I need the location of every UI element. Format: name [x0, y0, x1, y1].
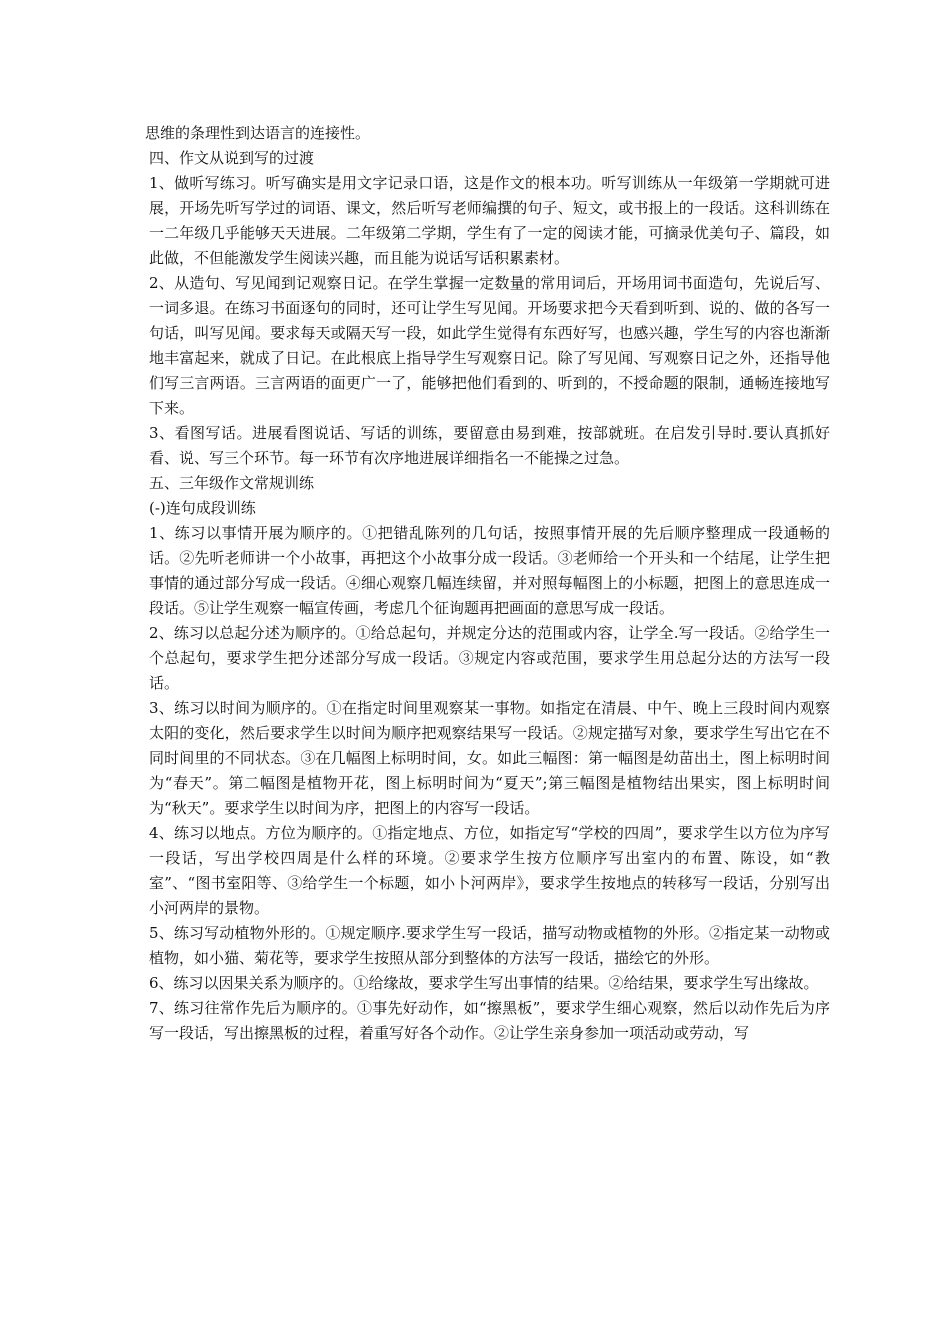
- paragraph-appearance: 5、练习写动植物外形的。①规定顺序.要求学生写一段话，描写动物或植物的外形。②指定某一动物或植物，如小猫、菊花等，要求学生按照从部分到整体的方法写一段话，描绘它的外形。: [149, 924, 830, 967]
- paragraph-action-order: 7、练习往常作先后为顺序的。①事先好动作，如“擦黑板”，要求学生细心观察，然后以动作先后为序写一段话，写出擦黑板的过程，着重写好各个动作。②让学生亲身参加一项活动或劳动，写: [149, 999, 830, 1042]
- section-heading-five: 五、三年级作文常规训练: [149, 474, 315, 492]
- paragraph-continuation: 思维的条理性到达语言的连接性。: [145, 124, 371, 142]
- paragraph-dictation: 1、做听写练习。听写确实是用文字记录口语，这是作文的根本功。听写训练从一年级第一学期就可进展，开场先听写学过的词语、课文，然后听写老师编撰的句子、短文，或书报上的一段话。这科训练在一二年级几乎能够天天进展。二年级第二学期，学生有了一定的阅读才能，可摘录优美句子、篇段，如此做，不但能激发学生阅读兴趣，而且能为说话写话积累素材。: [149, 174, 830, 267]
- subsection-heading: (-)连句成段训练: [149, 499, 256, 517]
- paragraph-picture-writing: 3、看图写话。进展看图说话、写话的训练，要留意由易到难，按部就班。在启发引导时.要认真抓好看、说、写三个环节。每一环节有次序地进展详细指名一不能操之过急。: [149, 424, 830, 467]
- document-body: [145, 121, 830, 1046]
- paragraph-event-order: 1、练习以事情开展为顺序的。①把错乱陈列的几句话，按照事情开展的先后顺序整理成一段通畅的话。②先听老师讲一个小故事，再把这个小故事分成一段话。③老师给一个开头和一个结尾，让学生把事情的通过部分写成一段话。④细心观察几幅连续留，并对照每幅图上的小标题，把图上的意思连成一段话。⑤让学生观察一幅宣传画，考虑几个征询题再把画面的意思写成一段话。: [149, 524, 830, 617]
- paragraph-time-order: 3、练习以时间为顺序的。①在指定时间里观察某一事物。如指定在清晨、中午、晚上三段时间内观察太阳的变化，然后要求学生以时间为顺序把观察结果写一段话。②规定描写对象，要求学生写出它在不同时间里的不同状态。③在几幅图上标明时间，女。如此三幅图：第一幅图是幼苗出土，图上标明时间为“春天”。第二幅图是植物开花，图上标明时间为“夏天”;第三幅图是植物结出果实，图上标明时间为“秋天”。要求学生以时间为序，把图上的内容写一段话。: [149, 699, 830, 817]
- paragraph-general-specific: 2、练习以总起分述为顺序的。①给总起句，并规定分达的范围或内容，让学全.写一段话。②给学生一个总起句，要求学生把分述部分写成一段话。③规定内容或范围，要求学生用总起分达的方法写一段话。: [149, 624, 830, 692]
- paragraph-cause-effect: 6、练习以因果关系为顺序的。①给缘故，要求学生写出事情的结果。②给结果，要求学生写出缘故。: [149, 974, 819, 992]
- section-heading-four: 四、作文从说到写的过渡: [149, 149, 315, 167]
- paragraph-location-order: 4、练习以地点。方位为顺序的。①指定地点、方位，如指定写“学校的四周”，要求学生以方位为序写一段话，写出学校四周是什么样的环境。②要求学生按方位顺序写出室内的布置、陈设，如“教室”、“图书室阳等、③给学生一个标题，如小卜河两岸》，要求学生按地点的转移写一段话，分别写出小河两岸的景物。: [149, 824, 830, 917]
- paragraph-observation-diary: 2、从造句、写见闻到记观察日记。在学生掌握一定数量的常用词后，开场用词书面造句，先说后写、一词多退。在练习书面逐句的同时，还可让学生写见闻。开场要求把今天看到听到、说的、做的各写一句话，叫写见闻。要求每天或隔天写一段，如此学生觉得有东西好写，也感兴趣，学生写的内容也渐渐地丰富起来，就成了日记。在此根底上指导学生写观察日记。除了写见闻、写观察日记之外，还指导他们写三言两语。三言两语的面更广一了，能够把他们看到的、听到的，不授命题的限制，通畅连接地写下来。: [149, 274, 830, 417]
